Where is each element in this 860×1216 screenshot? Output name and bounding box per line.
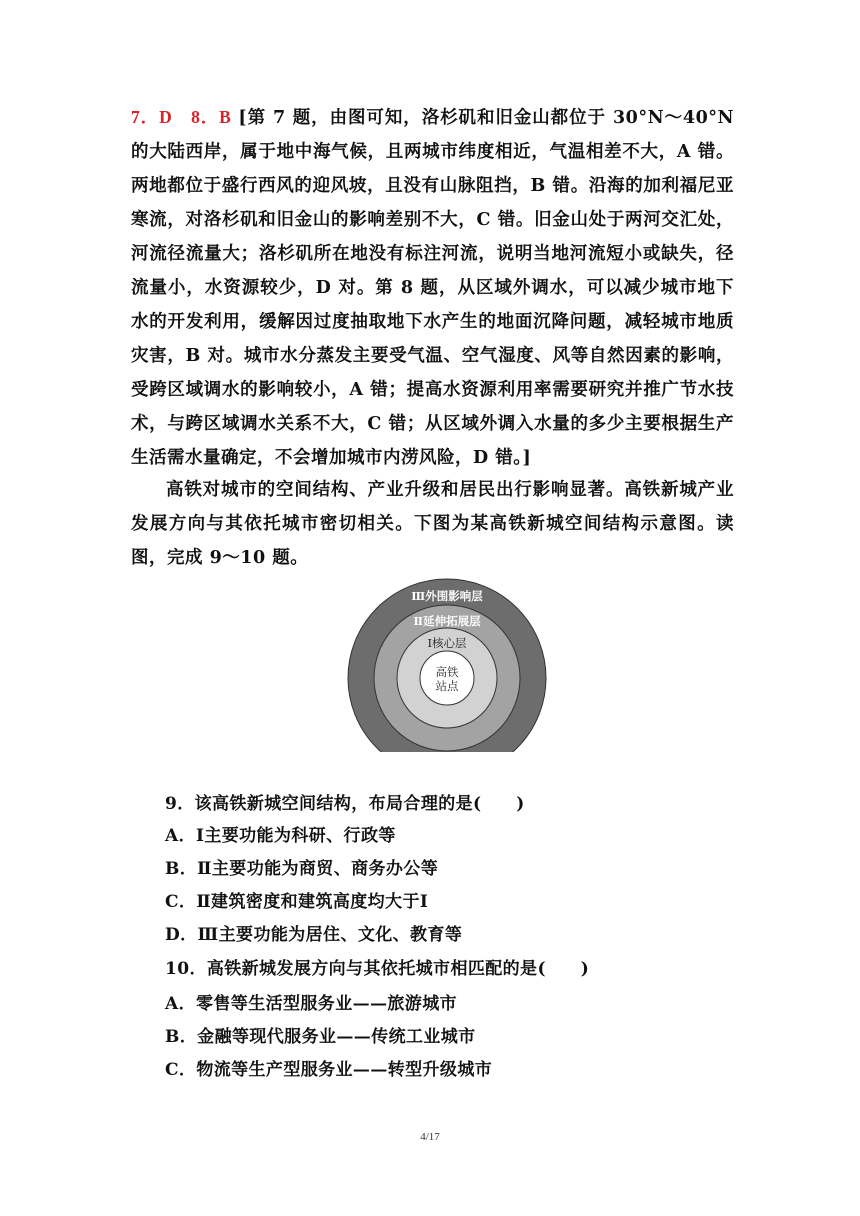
question-9-stem: 9．该高铁新城空间结构，布局合理的是( ) bbox=[165, 794, 525, 814]
answer-key: 7．D 8．B bbox=[131, 107, 232, 127]
question-10-stem: 10．高铁新城发展方向与其依托城市相匹配的是( ) bbox=[165, 959, 590, 979]
answer-explanation bbox=[131, 100, 734, 475]
spatial-structure-diagram bbox=[346, 578, 548, 752]
center-label-line1: 高铁 bbox=[435, 665, 459, 679]
material-intro: 高铁对城市的空间结构、产业升级和居民出行影响显著。高铁新城产业发展方向与其依托城市密切相关。下图为某高铁新城空间结构示意图。读图，完成 9～10 题。 bbox=[131, 480, 734, 568]
question-9-option-b: B．Ⅱ主要功能为商贸、商务办公等 bbox=[165, 859, 439, 879]
answer-explanation-text: [第 7 题，由图可知，洛杉矶和旧金山都位于 30°N～40°N 的大陆西岸，属于地中海气候，且两城市纬度相近，气温相差不大，A 错。两地都位于盛行西风的迎风坡，且没有山脉阻挡，B 错。沿海的加利福尼亚寒流，对洛杉矶和旧金山的影响差别不大，C 错。旧金山处于两河交汇处，河流径流量大；洛杉矶所在地没有标注河流，说明当地河流短小或缺失，径流量小，水资源较少，D 对。第 8 题，从区域外调水，可以减少城市地下水的开发利用，缓解因过度抽取地下水产生的地面沉降问题，减轻城市地质灾害，B 对。城市水分蒸发主要受气温、空气湿度、风等自然因素的影响，受跨区域调水的影响较小，A 错；提高水资源利用率需要研究并推广节水技术，与跨区域调水关系不大，C 错；从区域外调入水量的多少主要根据生产生活需水量确定，不会增加城市内涝风险，D 错。] bbox=[131, 108, 735, 468]
question-9-option-d: D．Ⅲ主要功能为居住、文化、教育等 bbox=[165, 925, 463, 945]
question-10-option-b: B．金融等现代服务业——传统工业城市 bbox=[165, 1027, 476, 1047]
page-number: 4/17 bbox=[420, 1131, 440, 1143]
question-9-option-a: A．Ⅰ主要功能为科研、行政等 bbox=[165, 826, 396, 846]
question-9-option-c: C．Ⅱ建筑密度和建筑高度均大于Ⅰ bbox=[165, 892, 429, 912]
outer-ring-label: Ⅲ外围影响层 bbox=[411, 589, 483, 603]
inner-ring-label: Ⅰ核心层 bbox=[427, 636, 467, 650]
center-label-line2: 站点 bbox=[435, 679, 459, 693]
middle-ring-label: Ⅱ延伸拓展层 bbox=[413, 614, 481, 628]
question-10-option-a: A．零售等生活型服务业——旅游城市 bbox=[165, 994, 457, 1014]
question-10-option-c: C．物流等生产型服务业——转型升级城市 bbox=[165, 1060, 493, 1080]
